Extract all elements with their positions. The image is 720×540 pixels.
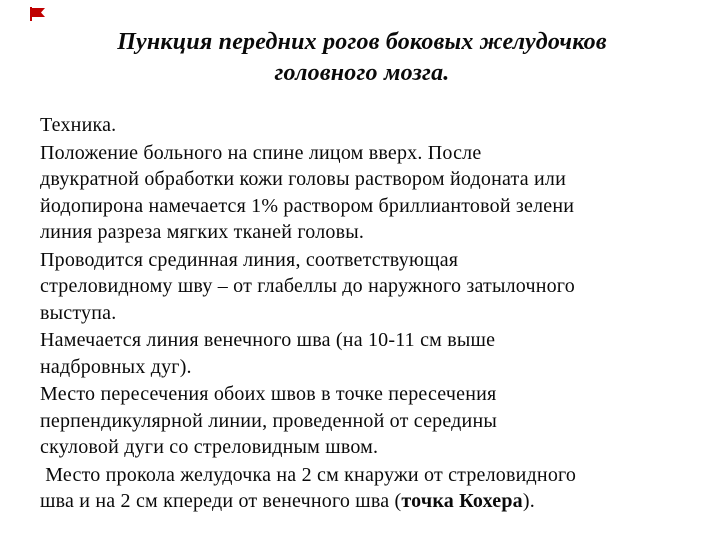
paragraph [40,112,694,139]
text-segment: Проводится срединная линия, соответствующая [40,248,459,271]
text-line [40,381,694,408]
text-line [40,408,694,435]
text-line [40,273,694,300]
text-line [40,193,694,220]
text-line [40,166,694,193]
text-line [40,488,694,515]
text-line [40,247,694,274]
text-segment: выступа. [40,301,117,324]
text-segment: Намечается линия венечного шва (на 10-11 см выше [40,329,496,351]
text-line [40,140,694,167]
paragraph [40,462,694,515]
text-line [40,462,694,489]
text-segment: линия разреза мягких тканей головы. [40,221,365,243]
paragraph [40,381,694,461]
red-flag-icon [28,6,48,22]
paragraph [40,247,694,327]
text-segment: Место прокола желудочка на 2 см кнаружи от стреловидного [40,463,577,486]
text-segment: Место пересечения обоих швов в точке пересечения [40,383,497,405]
title-line: Пункция передних рогов боковых желудочков [117,29,607,55]
text-line [40,354,694,381]
text-segment: Техника. [40,114,117,136]
text-line [40,327,694,354]
text-segment: перпендикулярной линии, проведенной от середины [40,409,497,432]
bold-term: точка Кохера [401,490,523,512]
text-segment: ). [522,490,535,512]
text-line [40,434,694,461]
page-title [30,27,694,89]
paragraph [40,140,694,246]
text-segment: надбровных дуг). [40,355,192,378]
slide-body [40,112,694,516]
text-segment: шва и на 2 см кпереди от венечного шва ( [40,490,402,512]
text-segment: йодопирона намечается 1% раствором бриллиантовой зелени [40,194,575,217]
title-line: головного мозга. [274,60,450,86]
paragraph [40,327,694,380]
text-line [40,112,694,139]
text-segment: двукратной обработки кожи головы раствором йодоната или [40,168,566,190]
text-segment: Положение больного на спине лицом вверх. После [40,141,482,164]
text-segment: скуловой дуги со стреловидным швом. [40,436,379,458]
text-line [40,300,694,327]
text-segment: стреловидному шву – от глабеллы до наружного затылочного [40,275,575,297]
text-line [40,219,694,246]
